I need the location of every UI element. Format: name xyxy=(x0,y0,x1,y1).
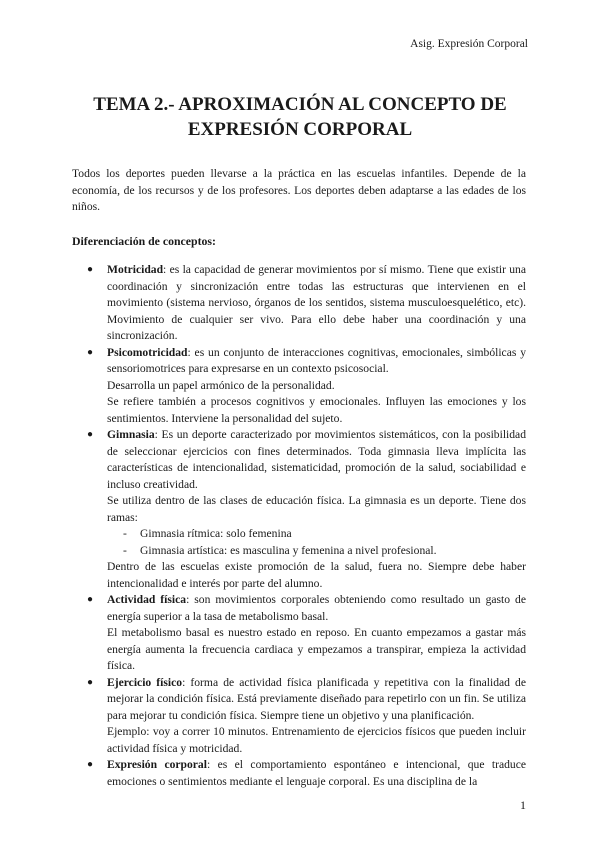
term-label: Psicomotricidad xyxy=(107,345,188,359)
term-label: Gimnasia xyxy=(107,428,155,441)
term-definition: : es el comportamiento espontáneo e intencional, que traduce emociones o sentimientos mediante el lenguaje corporal. Es una disciplina de la xyxy=(107,758,526,788)
list-item-ejercicio-fisico xyxy=(72,675,526,758)
paragraph: Desarrolla un papel armónico de la personalidad. xyxy=(107,378,335,392)
list-item-gimnasia xyxy=(72,427,526,592)
concept-list xyxy=(72,262,526,790)
list-item-psicomotricidad xyxy=(72,345,526,428)
term-definition: : es un conjunto de interacciones cognitivas, emocionales, simbólicas y sensoriomotrices para expresarse en un contexto psicosocial. xyxy=(107,345,526,375)
bullet-icon: ● xyxy=(87,594,94,605)
paragraph: Se refiere también a procesos cognitivos y emocionales. Influyen las emociones y los sentimientos. Interviene la personalidad del sujeto. xyxy=(107,395,526,425)
sub-list-item: - Gimnasia rítmica: solo femenina xyxy=(107,526,526,543)
term-definition: : Es un deporte caracterizado por movimientos sistemáticos, con la posibilidad de seleccionar ejercicios con fines determinados. Toda gimnasia lleva implícita las características de intencionalidad, sistematicidad, promoción de la salud, sociabilidad e incluso creatividad. xyxy=(107,428,526,491)
dash-icon: - xyxy=(123,527,127,540)
paragraph: Se utiliza dentro de las clases de educación física. La gimnasia es un deporte. Tiene dos ramas: xyxy=(107,494,526,524)
list-item-expresion-corporal xyxy=(72,757,526,790)
title-line-1: TEMA 2.- APROXIMACIÓN AL CONCEPTO DE xyxy=(93,94,507,115)
bullet-icon: ● xyxy=(87,264,94,275)
term-definition: : es la capacidad de generar movimientos por sí mismo. Tiene que existir una coordinación y sincronización entre todas las estructuras que intervienen en el movimiento (sistema nervioso, órganos de los sentidos, sistema musculoesquelético, etc). Movimiento de cualquier ser vivo. Para ello debe haber una coordinación y una sincronización. xyxy=(107,263,526,342)
list-item-motricidad xyxy=(72,262,526,345)
paragraph: El metabolismo basal es nuestro estado en reposo. En cuanto empezamos a gastar más energía aumenta la frecuencia cardiaca y empezamos a transpirar, empieza la actividad física. xyxy=(107,626,526,672)
term-label: Motricidad xyxy=(107,263,164,276)
page-number: 1 xyxy=(520,798,526,812)
bullet-icon: ● xyxy=(87,429,94,440)
bullet-icon: ● xyxy=(87,346,94,358)
paragraph: Ejemplo: voy a correr 10 minutos. Entrenamiento de ejercicios físicos que pueden incluir actividad física y motricidad. xyxy=(107,725,526,755)
dash-icon: - xyxy=(123,543,127,557)
term-label: Actividad física xyxy=(107,593,187,606)
sub-list-item: - Gimnasia artística: es masculina y femenina a nivel profesional. xyxy=(107,543,526,560)
title-line-2: EXPRESIÓN CORPORAL xyxy=(187,119,413,140)
term-label: Expresión corporal xyxy=(107,758,207,771)
running-header: Asig. Expresión Corporal xyxy=(410,38,528,50)
term-definition: : son movimientos corporales obteniendo como resultado un gasto de energía superior a la tasa de metabolismo basal. xyxy=(107,593,526,623)
term-definition: : forma de actividad física planificada y repetitiva con la finalidad de mejorar la condición física. Está previamente diseñado para repetirlo con un fin. Se utiliza para mejorar tu condición física. Siempre tiene un objetivo y una planificación. xyxy=(107,675,526,722)
list-item-actividad-fisica xyxy=(72,592,526,675)
term-label: Ejercicio físico xyxy=(107,675,183,689)
section-heading: Diferenciación de conceptos: xyxy=(72,234,216,248)
bullet-icon: ● xyxy=(87,676,94,688)
intro-paragraph: Todos los deportes pueden llevarse a la práctica en las escuelas infantiles. Depende de la economía, de los recursos y de los profesores. Los deportes deben adaptarse a las edades de los niños. xyxy=(72,167,526,213)
document-title xyxy=(60,92,540,142)
paragraph: Dentro de las escuelas existe promoción de la salud, fuera no. Siempre debe haber intencionalidad e interés por parte del alumno. xyxy=(107,560,526,590)
bullet-icon: ● xyxy=(87,759,94,770)
